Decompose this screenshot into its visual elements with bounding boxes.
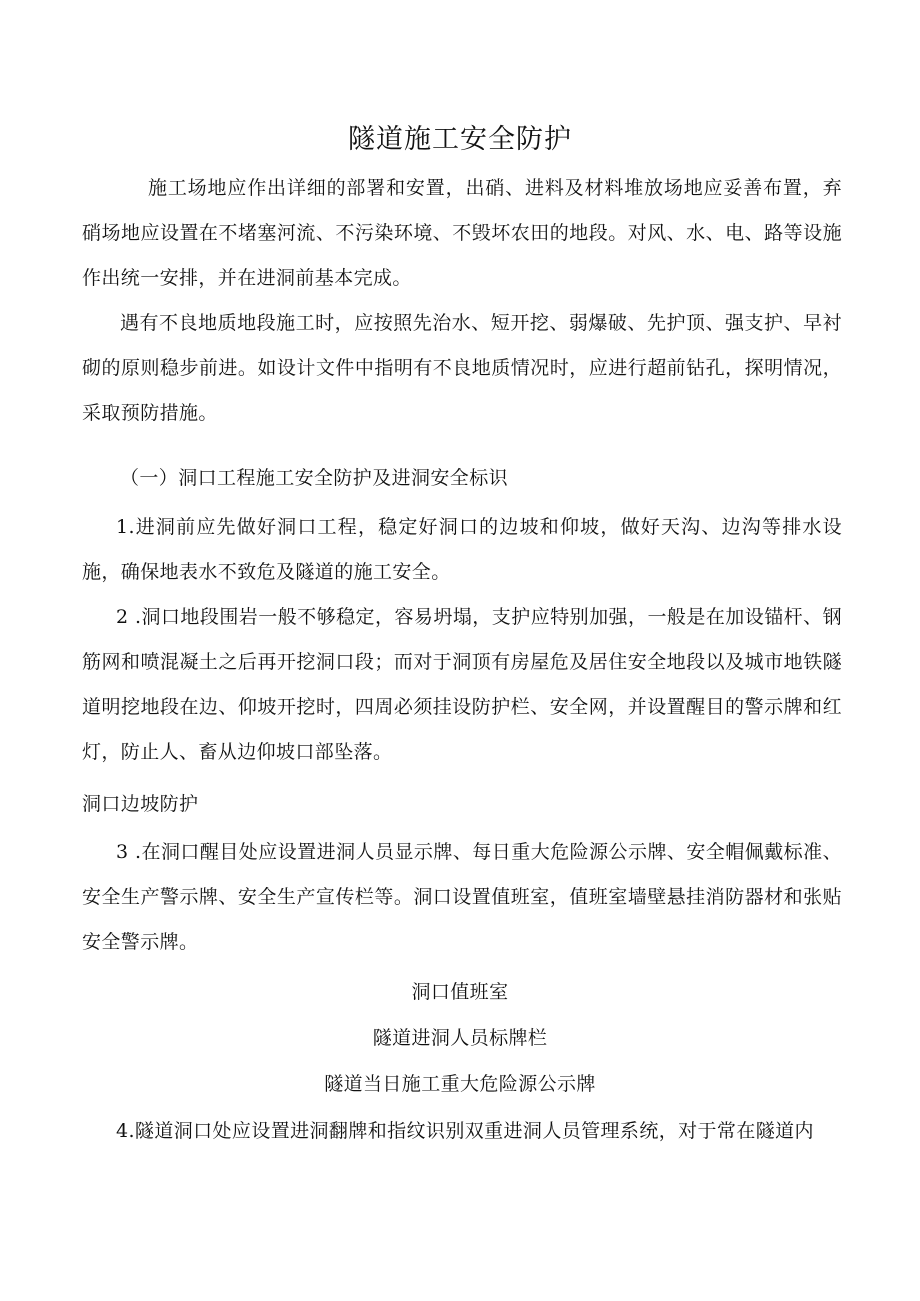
paragraph-site-layout: 施工场地应作出详细的部署和安置，出硝、进料及材料堆放场地应妥善布置，弃硝场地应设置在不堵塞河流、不污染环境、不毁坏农田的地段。对风、水、电、路等设施作出统一安排，并在进洞前基本完成。 — [82, 177, 842, 289]
paragraph-bad-geology: 遇有不良地质地段施工时，应按照先治水、短开挖、弱爆破、先护顶、强支护、早衬砌的原则稳步前进。如设计文件中指明有不良地质情况时，应进行超前钻孔，探明情况，采取预防措施。 — [82, 312, 842, 424]
list-item-3: 3 .在洞口醒目处应设置进洞人员显示牌、每日重大危险源公示牌、安全帽佩戴标准、安全生产警示牌、安全生产宣传栏等。洞口设置值班室，值班室墙壁悬挂消防器材和张贴安全警示牌。 — [82, 841, 842, 953]
caption-portal-slope: 洞口边坡防护 — [82, 793, 199, 815]
caption-personnel-board: 隧道进洞人员标牌栏 — [372, 1027, 548, 1049]
list-item-1: 1.进洞前应先做好洞口工程，稳定好洞口的边坡和仰坡，做好天沟、边沟等排水设施，确保地表水不致危及隧道的施工安全。 — [82, 516, 842, 583]
caption-hazard-board: 隧道当日施工重大危险源公示牌 — [324, 1073, 596, 1095]
page-title: 隧道施工安全防护 — [348, 124, 572, 155]
list-item-4: 4.隧道洞口处应设置进洞翻牌和指纹识别双重进洞人员管理系统，对于常在隧道内 — [116, 1120, 814, 1142]
section-heading-portal: （一）洞口工程施工安全防护及进洞安全标识 — [120, 467, 509, 489]
caption-duty-room: 洞口值班室 — [411, 981, 509, 1003]
list-item-2: 2 .洞口地段围岩一般不够稳定，容易坍塌，支护应特别加强，一般是在加设锚杆、钢筋网和喷混凝土之后再开挖洞口段；而对于洞顶有房屋危及居住安全地段以及城市地铁隧道明挖地段在边、仰坡开挖时，四周必须挂设防护栏、安全网，并设置醒目的警示牌和红灯，防止人、畜从边仰坡口部坠落。 — [82, 606, 842, 763]
